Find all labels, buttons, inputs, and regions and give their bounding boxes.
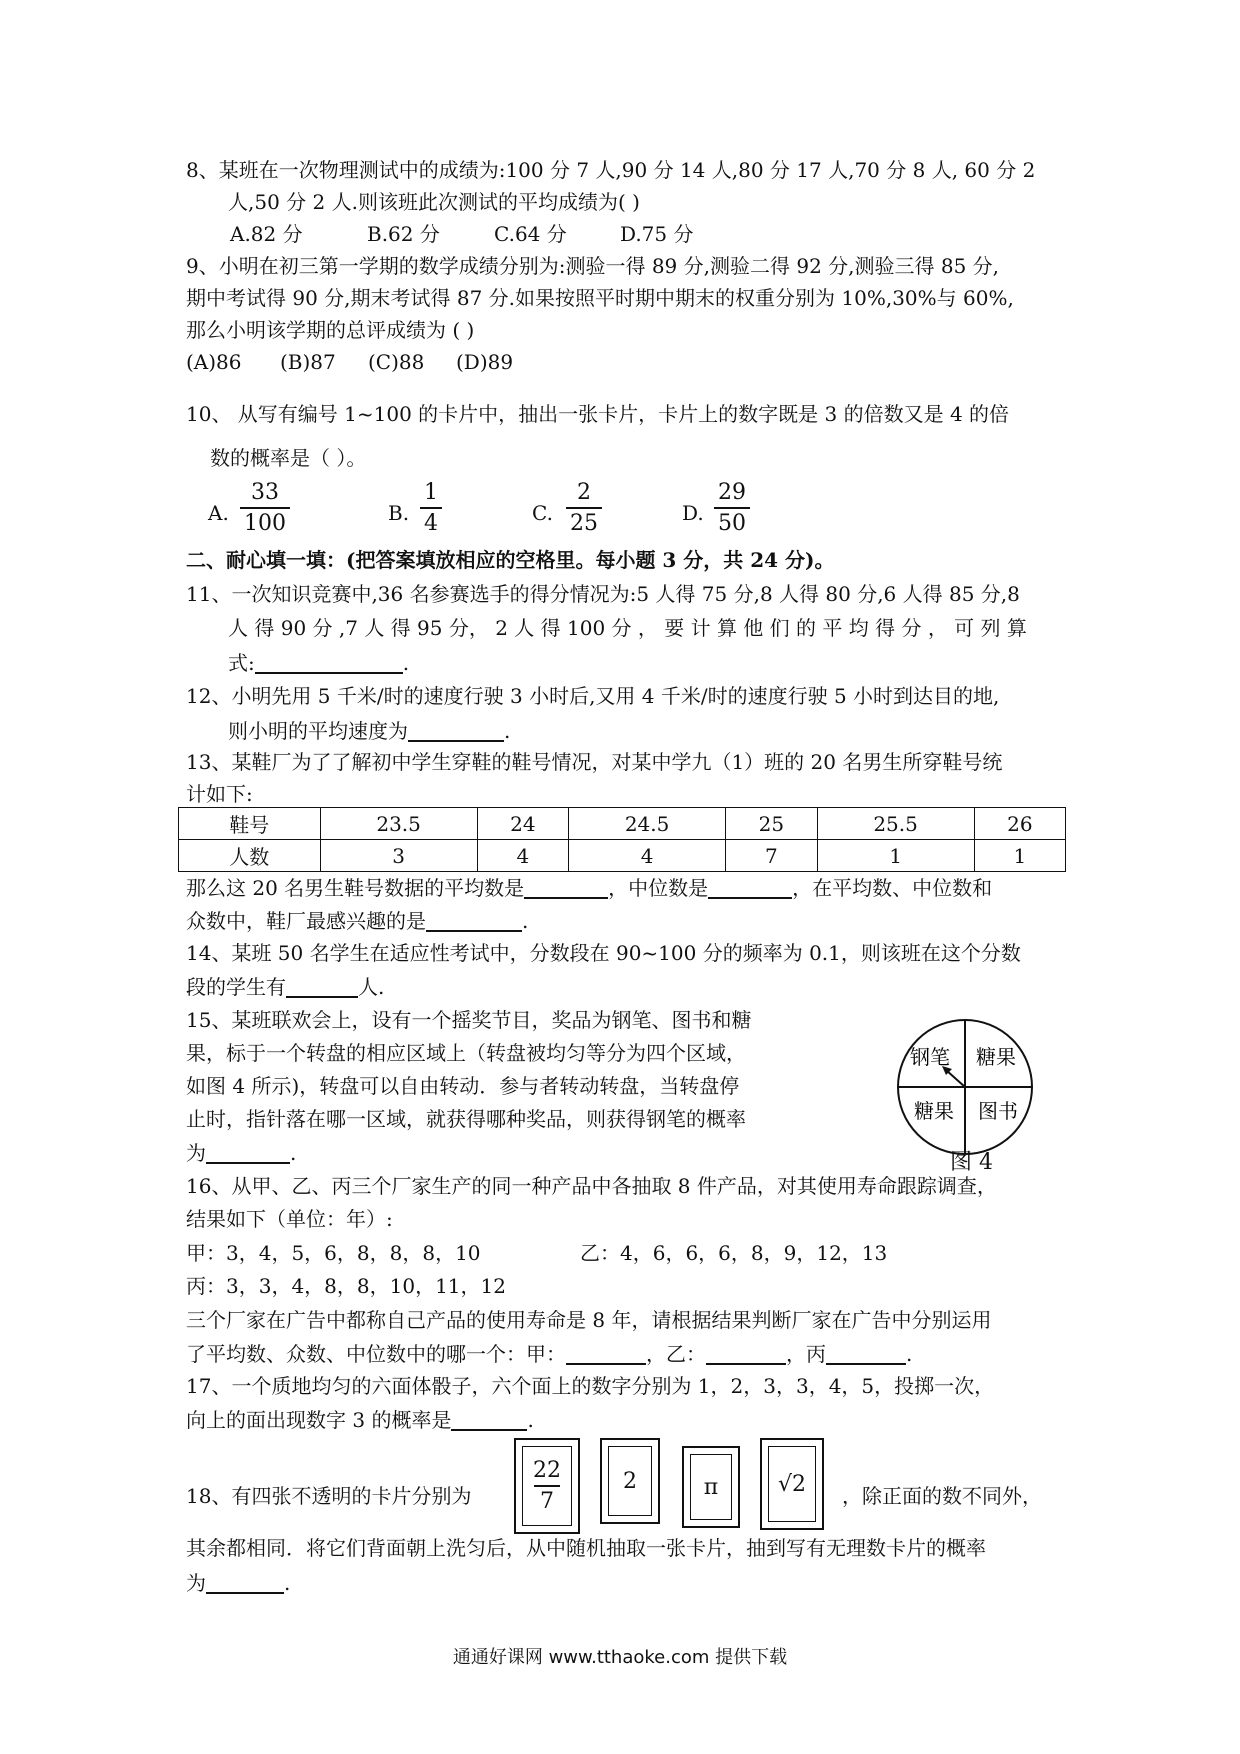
q9-line2: 期中考试得 90 分,期末考试得 87 分.如果按照平时期中期末的权重分别为 10%,30%与 60%,: [186, 286, 1014, 310]
spinner-label-pen: 钢笔: [910, 1045, 950, 1069]
q13-line3: [186, 877, 992, 899]
q13-line2: 计如下:: [186, 782, 253, 806]
q16-data-yi: 乙：4，6，6，6，8，9，12，13: [580, 1241, 888, 1265]
q18-line1b: ，除正面的数不同外，: [842, 1484, 1042, 1508]
q11-line2: 人 得 90 分 ,7 人 得 95 分， 2 人 得 100 分 ， 要 计 算 他 们 的 平 均 得 分 ， 可 列 算: [228, 616, 1027, 640]
card-22-over-7: [514, 1438, 580, 1534]
q10-line1: 10、 从写有编号 1~100 的卡片中，抽出一张卡片，卡片上的数字既是 3 的倍数又是 4 的倍: [186, 402, 1010, 426]
q9-option-c: (C)88: [368, 350, 425, 374]
q16-text-c: ，丙: [786, 1342, 826, 1366]
q14-answer-blank[interactable]: [286, 976, 358, 998]
q16-yi-blank[interactable]: [706, 1343, 786, 1365]
q15-answer-blank[interactable]: [206, 1142, 290, 1164]
q15-line4: 止时，指针落在哪一区域，就获得哪种奖品，则获得钢笔的概率: [186, 1107, 746, 1131]
q11-line1: 11、一次知识竞赛中,36 名参赛选手的得分情况为:5 人得 75 分,8 人得 80 分,6 人得 85 分,8: [186, 582, 1020, 606]
q8-line1: 8、某班在一次物理测试中的成绩为:100 分 7 人,90 分 14 人,80 分 17 人,70 分 8 人, 60 分 2: [186, 158, 1036, 182]
q8-option-c: C.64 分: [494, 222, 567, 246]
shoe-size-table: [178, 807, 1066, 872]
q10-option-d-fraction: [714, 482, 750, 535]
q10-option-c-label: C.: [532, 501, 553, 525]
q17-answer-blank[interactable]: [451, 1409, 527, 1431]
q16-line2: 结果如下（单位：年）:: [186, 1207, 393, 1231]
q18-line3: [186, 1572, 290, 1594]
section-2-heading: 二、耐心填一填：(把答案填放相应的空格里。每小题 3 分，共 24 分)。: [186, 548, 835, 572]
q15-line5: [186, 1142, 296, 1164]
q13-median-blank[interactable]: [708, 877, 792, 899]
fraction-denominator: 25: [566, 507, 602, 535]
table-cell: 25: [726, 808, 817, 840]
fraction-numerator: 33: [251, 480, 279, 505]
q16-line1: 16、从甲、乙、丙三个厂家生产的同一种产品中各抽取 8 件产品，对其使用寿命跟踪调查，: [186, 1174, 997, 1198]
table-cell: 24.5: [569, 808, 726, 840]
q13-text-c: ，在平均数、中位数和: [792, 876, 993, 900]
q12-answer-blank[interactable]: [408, 720, 504, 742]
q13-line4: [186, 910, 528, 932]
q15-line2: 果，标于一个转盘的相应区域上（转盘被均匀等分为四个区域，: [186, 1041, 746, 1065]
table-row: [179, 808, 1066, 840]
q13-line1: 13、某鞋厂为了了解初中学生穿鞋的鞋号情况，对某中学九（1）班的 20 名男生所穿鞋号统: [186, 750, 1003, 774]
q14-end: 人.: [358, 975, 385, 999]
q16-line3: 三个厂家在广告中都称自己产品的使用寿命是 8 年，请根据结果判断厂家在广告中分别运用: [186, 1308, 992, 1332]
fraction-numerator: 29: [718, 480, 746, 505]
figure-caption: 图 4: [950, 1150, 993, 1175]
q18-line2: 其余都相同．将它们背面朝上洗匀后，从中随机抽取一张卡片，抽到写有无理数卡片的概率: [186, 1536, 986, 1560]
card-value: π: [690, 1454, 732, 1520]
q16-data-jia: 甲：3，4，5，6，8，8，8，10: [186, 1241, 481, 1265]
spinner-label-books: 图书: [978, 1099, 1018, 1123]
spinner-label-candy-top: 糖果: [976, 1045, 1016, 1069]
spinner-figure: [890, 1012, 1040, 1162]
q12-text: 则小明的平均速度为: [228, 719, 408, 743]
fraction-denominator: 50: [714, 507, 750, 535]
q15-line1: 15、某班联欢会上，设有一个摇奖节目，奖品为钢笔、图书和糖: [186, 1008, 752, 1032]
spinner-label-candy-bottom: 糖果: [914, 1099, 954, 1123]
q16-text-b: ，乙：: [646, 1342, 706, 1366]
q9-option-b: (B)87: [280, 350, 336, 374]
fraction-numerator: 22: [533, 1458, 561, 1483]
table-cell: 23.5: [320, 808, 477, 840]
table-header-cell: 鞋号: [179, 808, 321, 840]
q15-end: .: [290, 1141, 297, 1165]
card-2: [600, 1438, 660, 1524]
q15-line3: 如图 4 所示)，转盘可以自由转动．参与者转动转盘，当转盘停: [186, 1074, 740, 1098]
q17-line2: [186, 1409, 534, 1431]
q17-line1: 17、一个质地均匀的六面体骰子，六个面上的数字分别为 1，2，3，3，4，5，投掷一次，: [186, 1374, 995, 1398]
q10-option-d-label: D.: [682, 501, 704, 525]
q13-end: .: [522, 909, 529, 933]
q8-option-a: A.82 分: [230, 222, 303, 246]
q10-option-b-label: B.: [388, 501, 410, 525]
q13-interest-blank[interactable]: [426, 910, 522, 932]
q13-text-d: 众数中，鞋厂最感兴趣的是: [186, 909, 426, 933]
fraction-numerator: 2: [577, 480, 591, 505]
table-cell: 4: [477, 840, 568, 872]
fraction-denominator: 100: [240, 507, 290, 535]
q12-line1: 12、小明先用 5 千米/时的速度行驶 3 小时后,又用 4 千米/时的速度行驶 5 小时到达目的地,: [186, 684, 1000, 708]
q18-answer-blank[interactable]: [206, 1572, 284, 1594]
table-row: [179, 840, 1066, 872]
q18-text: 为: [186, 1571, 206, 1595]
q12-end: .: [504, 719, 511, 743]
table-cell: 7: [726, 840, 817, 872]
table-cell: 24: [477, 808, 568, 840]
q15-text: 为: [186, 1141, 206, 1165]
q11-text: 式:: [228, 651, 255, 675]
q16-data-bing: 丙：3，3，4，8，8，10，11，12: [186, 1274, 506, 1298]
q16-bing-blank[interactable]: [826, 1343, 906, 1365]
card-value: √2: [768, 1446, 816, 1522]
fraction-numerator: 1: [424, 480, 438, 505]
q16-end: .: [906, 1342, 913, 1366]
card-pi: [682, 1446, 740, 1528]
q13-text-b: ，中位数是: [608, 876, 709, 900]
q18-line1a: 18、有四张不透明的卡片分别为: [186, 1484, 472, 1508]
page-footer: 通通好课网 www.tthaoke.com 提供下载: [452, 1647, 788, 1668]
table-cell: 1: [974, 840, 1065, 872]
q8-option-b: B.62 分: [367, 222, 440, 246]
q10-option-c-fraction: [566, 482, 602, 535]
q11-answer-blank[interactable]: [255, 652, 403, 674]
table-cell: 1: [817, 840, 974, 872]
q10-option-a-label: A.: [208, 501, 229, 525]
q14-text: 段的学生有: [186, 975, 286, 999]
q11-end: .: [402, 651, 410, 675]
spinner-pointer: [946, 1070, 965, 1087]
fraction-denominator: 4: [420, 507, 442, 535]
q12-line2: [228, 720, 510, 742]
table-header-cell: 人数: [179, 840, 321, 872]
q9-line1: 9、小明在初三第一学期的数学成绩分别为:测验一得 89 分,测验二得 92 分,测验三得 85 分,: [186, 254, 1000, 278]
card-value: 2: [608, 1446, 652, 1516]
q14-line2: [186, 976, 384, 998]
q13-text-a: 那么这 20 名男生鞋号数据的平均数是: [186, 876, 525, 900]
q9-option-a: (A)86: [186, 350, 242, 374]
table-cell: 26: [974, 808, 1065, 840]
table-cell: 25.5: [817, 808, 974, 840]
table-cell: 4: [569, 840, 726, 872]
q10-option-b-fraction: [420, 482, 442, 535]
q9-line3: 那么小明该学期的总评成绩为 ( ): [186, 318, 475, 342]
q13-mean-blank[interactable]: [524, 877, 608, 899]
q18-end: .: [284, 1571, 291, 1595]
q17-text: 向上的面出现数字 3 的概率是: [186, 1408, 452, 1432]
q17-end: .: [527, 1408, 534, 1432]
card-sqrt-2: [760, 1438, 824, 1530]
q16-line4: [186, 1343, 912, 1365]
q16-text-a: 了平均数、众数、中位数中的哪一个：甲：: [186, 1342, 566, 1366]
q16-jia-blank[interactable]: [566, 1343, 646, 1365]
table-cell: 3: [320, 840, 477, 872]
q10-line2: 数的概率是（ ）。: [210, 446, 367, 470]
q8-line2: 人,50 分 2 人.则该班此次测试的平均成绩为( ): [228, 190, 640, 214]
q9-option-d: (D)89: [456, 350, 514, 374]
q10-option-a-fraction: [240, 482, 290, 535]
fraction-denominator: 7: [534, 1485, 560, 1514]
q14-line1: 14、某班 50 名学生在适应性考试中，分数段在 90~100 分的频率为 0.1，则该班在这个分数: [186, 941, 1021, 965]
q8-option-d: D.75 分: [620, 222, 694, 246]
q11-line3: [228, 652, 409, 674]
